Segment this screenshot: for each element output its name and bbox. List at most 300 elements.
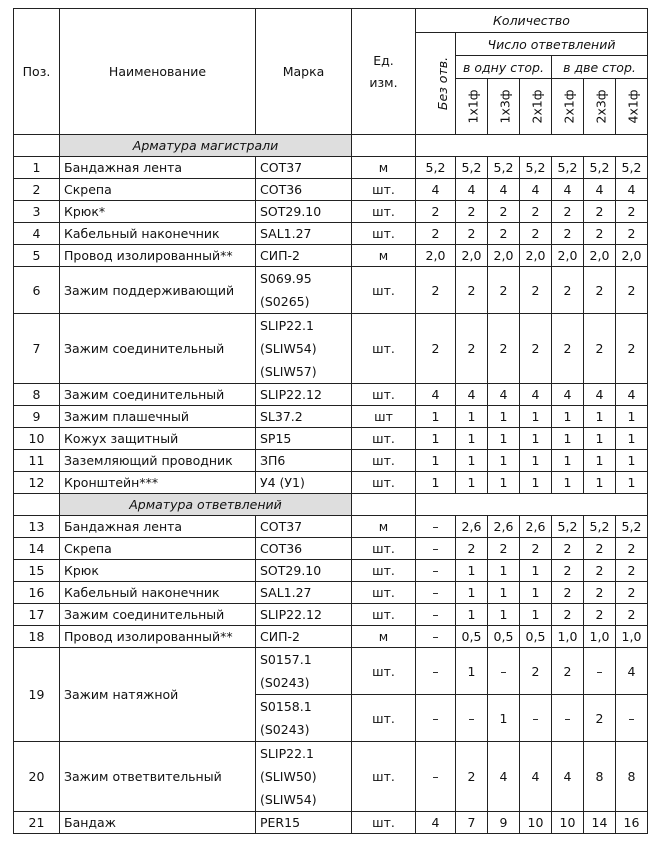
qty-cell: 0,5 <box>520 626 552 648</box>
row-name: Скрепа <box>60 538 256 560</box>
qty-cell: 10 <box>520 812 552 834</box>
table-row <box>14 245 648 267</box>
qty-cell: 1 <box>584 472 616 494</box>
row-unit: м <box>352 157 416 179</box>
qty-cell: 1 <box>488 406 520 428</box>
header-col-label: 4х1ф <box>625 89 641 124</box>
qty-cell: 2,6 <box>488 516 520 538</box>
qty-cell: 2 <box>416 267 456 314</box>
qty-cell: 10 <box>552 812 584 834</box>
row-pos: 11 <box>14 450 60 472</box>
table-row <box>14 648 648 695</box>
mark-line: SAL1.27 <box>260 226 312 241</box>
qty-cell: 4 <box>520 742 552 812</box>
qty-cell: 4 <box>416 812 456 834</box>
table-row <box>14 538 648 560</box>
qty-cell: 1 <box>552 428 584 450</box>
section-pos-cell <box>14 135 60 157</box>
row-unit: шт. <box>352 223 416 245</box>
qty-cell: 1 <box>616 428 648 450</box>
table-row <box>14 314 648 384</box>
row-name: Зажим плашечный <box>60 406 256 428</box>
qty-cell: 2 <box>584 695 616 742</box>
mark-line: (S0243) <box>260 675 310 690</box>
qty-cell: 1 <box>584 450 616 472</box>
table-row <box>14 223 648 245</box>
qty-cell: – <box>416 516 456 538</box>
row-pos: 17 <box>14 604 60 626</box>
specification-table <box>13 8 648 834</box>
qty-cell: 2 <box>456 742 488 812</box>
row-unit: шт. <box>352 450 416 472</box>
mark-line: (SLIW54) <box>260 792 317 807</box>
qty-cell: 2,0 <box>416 245 456 267</box>
row-pos: 1 <box>14 157 60 179</box>
mark-line: (SLIW57) <box>260 364 317 379</box>
section-row-main <box>14 135 648 157</box>
qty-cell: – <box>416 538 456 560</box>
table-row <box>14 812 648 834</box>
row-unit: шт. <box>352 582 416 604</box>
header-quantity: Количество <box>416 9 648 33</box>
row-pos: 15 <box>14 560 60 582</box>
row-mark <box>256 384 352 406</box>
qty-cell: 2 <box>488 538 520 560</box>
qty-cell: 2 <box>416 223 456 245</box>
mark-line: PER15 <box>260 815 301 830</box>
row-pos: 16 <box>14 582 60 604</box>
row-pos: 7 <box>14 314 60 384</box>
qty-cell: 2 <box>584 582 616 604</box>
qty-cell: 1 <box>488 450 520 472</box>
row-mark <box>256 582 352 604</box>
qty-cell: 0,5 <box>456 626 488 648</box>
qty-cell: 4 <box>616 179 648 201</box>
table-row <box>14 157 648 179</box>
header-col-label: 2х3ф <box>593 89 609 124</box>
mark-line: ЗП6 <box>260 453 286 468</box>
row-mark <box>256 812 352 834</box>
mark-line: У4 (У1) <box>260 475 305 490</box>
qty-cell: 2,0 <box>456 245 488 267</box>
header-unit-line1: Ед. <box>373 52 394 68</box>
row-unit: шт. <box>352 428 416 450</box>
qty-cell: 2 <box>584 560 616 582</box>
row-mark <box>256 428 352 450</box>
table-row <box>14 450 648 472</box>
row-pos: 3 <box>14 201 60 223</box>
mark-line: SLIP22.1 <box>260 746 314 761</box>
table-row <box>14 201 648 223</box>
row-unit: м <box>352 626 416 648</box>
header-one-side: в одну стор. <box>456 56 552 79</box>
qty-cell: 4 <box>488 384 520 406</box>
qty-cell: 2,0 <box>616 245 648 267</box>
mark-line: COT37 <box>260 519 303 534</box>
mark-line: SLIP22.1 <box>260 318 314 333</box>
qty-cell: 1 <box>488 582 520 604</box>
mark-line: SLIP22.12 <box>260 607 322 622</box>
qty-cell: 5,2 <box>584 157 616 179</box>
row-mark <box>256 538 352 560</box>
row-unit: шт <box>352 406 416 428</box>
qty-cell: 4 <box>584 384 616 406</box>
header-col-label: 2х1ф <box>561 89 577 124</box>
qty-cell: 4 <box>456 179 488 201</box>
qty-cell: 2 <box>584 267 616 314</box>
row-name: Бандажная лента <box>60 157 256 179</box>
table-row <box>14 384 648 406</box>
qty-cell: 1 <box>488 472 520 494</box>
row-mark <box>256 648 352 695</box>
row-name: Провод изолированный** <box>60 245 256 267</box>
qty-cell: 1 <box>416 428 456 450</box>
mark-line: SAL1.27 <box>260 585 312 600</box>
row-pos: 13 <box>14 516 60 538</box>
mark-line: S0157.1 <box>260 652 312 667</box>
mark-line: СИП-2 <box>260 629 300 644</box>
qty-cell: 1 <box>520 406 552 428</box>
row-name: Кабельный наконечник <box>60 582 256 604</box>
row-mark <box>256 472 352 494</box>
row-mark <box>256 626 352 648</box>
qty-cell: – <box>416 695 456 742</box>
qty-cell: 4 <box>416 179 456 201</box>
qty-cell: 4 <box>552 384 584 406</box>
qty-cell: 0,5 <box>488 626 520 648</box>
header-col-4 <box>552 79 584 135</box>
header-col-2 <box>488 79 520 135</box>
table-row <box>14 179 648 201</box>
qty-cell: 2 <box>488 267 520 314</box>
section-unit-cell <box>352 135 416 157</box>
qty-cell: 1 <box>456 406 488 428</box>
qty-cell: 14 <box>584 812 616 834</box>
qty-cell: 1,0 <box>552 626 584 648</box>
header-name: Наименование <box>60 9 256 135</box>
section-title-branch: Арматура ответвлений <box>60 494 352 516</box>
qty-cell: 2 <box>488 223 520 245</box>
row-mark <box>256 516 352 538</box>
qty-cell: 2 <box>552 223 584 245</box>
header-two-sides: в две стор. <box>552 56 648 79</box>
qty-cell: 2 <box>616 582 648 604</box>
qty-cell: 1 <box>488 695 520 742</box>
table-row <box>14 626 648 648</box>
qty-cell: 4 <box>616 384 648 406</box>
qty-cell: 5,2 <box>584 516 616 538</box>
header-col-3 <box>520 79 552 135</box>
qty-cell: – <box>584 648 616 695</box>
mark-line: SL37.2 <box>260 409 303 424</box>
qty-cell: 2 <box>552 314 584 384</box>
row-pos: 14 <box>14 538 60 560</box>
qty-cell: – <box>416 604 456 626</box>
row-pos: 19 <box>14 648 60 742</box>
table-row <box>14 267 648 314</box>
qty-cell: 4 <box>456 384 488 406</box>
qty-cell: 2 <box>584 223 616 245</box>
header-unit-line2: изм. <box>369 74 398 90</box>
qty-cell: 5,2 <box>552 516 584 538</box>
qty-cell: 8 <box>616 742 648 812</box>
row-pos: 12 <box>14 472 60 494</box>
row-pos: 2 <box>14 179 60 201</box>
row-unit: м <box>352 245 416 267</box>
qty-cell: 2,6 <box>520 516 552 538</box>
row-unit: шт. <box>352 538 416 560</box>
qty-cell: – <box>416 648 456 695</box>
row-mark <box>256 314 352 384</box>
qty-cell: 5,2 <box>520 157 552 179</box>
row-pos: 20 <box>14 742 60 812</box>
row-mark <box>256 157 352 179</box>
qty-cell: 4 <box>416 384 456 406</box>
qty-cell: 2 <box>616 560 648 582</box>
mark-line: COT37 <box>260 160 303 175</box>
qty-cell: 4 <box>488 742 520 812</box>
table-row <box>14 742 648 812</box>
row-mark <box>256 560 352 582</box>
row-mark <box>256 245 352 267</box>
qty-cell: 2 <box>552 538 584 560</box>
header-branch-count: Число ответвлений <box>456 33 648 56</box>
qty-cell: 4 <box>616 648 648 695</box>
section-row-branch <box>14 494 648 516</box>
qty-cell: 1 <box>488 428 520 450</box>
mark-line: (SLIW50) <box>260 769 317 784</box>
mark-line: S0158.1 <box>260 699 312 714</box>
row-mark <box>256 223 352 245</box>
mark-line: (S0265) <box>260 294 310 309</box>
qty-cell: 2 <box>616 201 648 223</box>
mark-line: S069.95 <box>260 271 312 286</box>
qty-cell: 1 <box>416 406 456 428</box>
row-mark <box>256 267 352 314</box>
qty-cell: 2 <box>584 201 616 223</box>
row-mark <box>256 201 352 223</box>
qty-cell: – <box>416 626 456 648</box>
qty-cell: – <box>520 695 552 742</box>
qty-cell: 1 <box>552 406 584 428</box>
qty-cell: 4 <box>520 179 552 201</box>
mark-line: SLIP22.12 <box>260 387 322 402</box>
qty-cell: 5,2 <box>616 516 648 538</box>
header-unit <box>352 9 416 135</box>
qty-cell: 1 <box>416 450 456 472</box>
qty-cell: 2,0 <box>584 245 616 267</box>
row-name: Зажим поддерживающий <box>60 267 256 314</box>
qty-cell: 2 <box>552 560 584 582</box>
qty-cell: 2 <box>488 314 520 384</box>
qty-cell: 2 <box>520 223 552 245</box>
row-name: Зажим соединительный <box>60 384 256 406</box>
qty-cell: – <box>616 695 648 742</box>
qty-cell: 1,0 <box>584 626 616 648</box>
qty-cell: 2 <box>552 648 584 695</box>
qty-cell: 1 <box>416 472 456 494</box>
row-name: Заземляющий проводник <box>60 450 256 472</box>
row-mark <box>256 179 352 201</box>
qty-cell: 1 <box>488 604 520 626</box>
row-pos: 8 <box>14 384 60 406</box>
section-quantity-cell <box>416 494 648 516</box>
row-name: Зажим ответвительный <box>60 742 256 812</box>
mark-line: SOT29.10 <box>260 204 322 219</box>
qty-cell: 2 <box>456 538 488 560</box>
mark-line: SP15 <box>260 431 292 446</box>
qty-cell: 2 <box>416 201 456 223</box>
row-unit: шт. <box>352 812 416 834</box>
row-name: Крюк* <box>60 201 256 223</box>
qty-cell: 1 <box>456 648 488 695</box>
qty-cell: 2 <box>520 267 552 314</box>
header-col-label: 1х1ф <box>465 89 481 124</box>
qty-cell: 8 <box>584 742 616 812</box>
qty-cell: 1 <box>552 472 584 494</box>
qty-cell: – <box>456 695 488 742</box>
mark-line: COT36 <box>260 541 303 556</box>
qty-cell: 2 <box>520 648 552 695</box>
row-name: Скрепа <box>60 179 256 201</box>
qty-cell: 2 <box>520 538 552 560</box>
qty-cell: 1 <box>616 450 648 472</box>
row-unit: шт. <box>352 648 416 695</box>
qty-cell: 1 <box>456 428 488 450</box>
table-row <box>14 428 648 450</box>
qty-cell: 2 <box>520 201 552 223</box>
specification-table-wrapper <box>13 8 648 834</box>
row-name: Крюк <box>60 560 256 582</box>
header-no-branch-label: Без отв. <box>435 56 451 111</box>
qty-cell: – <box>416 560 456 582</box>
table-row <box>14 582 648 604</box>
qty-cell: 2,0 <box>488 245 520 267</box>
qty-cell: 2 <box>456 314 488 384</box>
table-row <box>14 560 648 582</box>
row-name: Бандаж <box>60 812 256 834</box>
row-pos: 21 <box>14 812 60 834</box>
qty-cell: 1 <box>456 450 488 472</box>
row-pos: 10 <box>14 428 60 450</box>
qty-cell: 1 <box>456 582 488 604</box>
qty-cell: 1 <box>584 406 616 428</box>
row-name: Кронштейн*** <box>60 472 256 494</box>
qty-cell: 16 <box>616 812 648 834</box>
qty-cell: 1 <box>584 428 616 450</box>
qty-cell: 2 <box>456 223 488 245</box>
qty-cell: 2 <box>416 314 456 384</box>
row-name: Зажим соединительный <box>60 604 256 626</box>
qty-cell: 1 <box>616 406 648 428</box>
qty-cell: 2 <box>456 201 488 223</box>
qty-cell: 1 <box>456 560 488 582</box>
header-mark: Марка <box>256 9 352 135</box>
qty-cell: 2 <box>552 267 584 314</box>
row-mark <box>256 450 352 472</box>
qty-cell: 1 <box>552 450 584 472</box>
section-quantity-cell <box>416 135 648 157</box>
qty-cell: 7 <box>456 812 488 834</box>
header-col-5 <box>584 79 616 135</box>
qty-cell: 2 <box>488 201 520 223</box>
mark-line: COT36 <box>260 182 303 197</box>
qty-cell: 4 <box>584 179 616 201</box>
qty-cell: 2 <box>584 314 616 384</box>
qty-cell: 1 <box>488 560 520 582</box>
row-name: Зажим соединительный <box>60 314 256 384</box>
qty-cell: 4 <box>552 179 584 201</box>
qty-cell: 2 <box>520 314 552 384</box>
row-unit: шт. <box>352 604 416 626</box>
header-no-branch <box>416 33 456 135</box>
row-unit: шт. <box>352 179 416 201</box>
row-unit: шт. <box>352 267 416 314</box>
mark-line: СИП-2 <box>260 248 300 263</box>
qty-cell: – <box>488 648 520 695</box>
qty-cell: 2 <box>584 604 616 626</box>
qty-cell: 1 <box>520 428 552 450</box>
mark-line: (S0243) <box>260 722 310 737</box>
qty-cell: 2 <box>616 604 648 626</box>
header-pos: Поз. <box>14 9 60 135</box>
qty-cell: 2 <box>552 201 584 223</box>
header-col-6 <box>616 79 648 135</box>
qty-cell: 2,0 <box>520 245 552 267</box>
qty-cell: 1 <box>616 472 648 494</box>
qty-cell: 1,0 <box>616 626 648 648</box>
section-pos-cell <box>14 494 60 516</box>
qty-cell: 4 <box>488 179 520 201</box>
qty-cell: – <box>552 695 584 742</box>
qty-cell: 1 <box>520 472 552 494</box>
table-row <box>14 516 648 538</box>
row-unit: шт. <box>352 560 416 582</box>
header-col-label: 1х3ф <box>497 89 513 124</box>
qty-cell: 1 <box>520 582 552 604</box>
row-name: Кабельный наконечник <box>60 223 256 245</box>
qty-cell: 2,0 <box>552 245 584 267</box>
row-name: Бандажная лента <box>60 516 256 538</box>
header-row-1 <box>14 9 648 33</box>
row-pos: 4 <box>14 223 60 245</box>
qty-cell: – <box>416 582 456 604</box>
table-row <box>14 604 648 626</box>
section-unit-cell <box>352 494 416 516</box>
qty-cell: 2 <box>616 267 648 314</box>
row-mark <box>256 695 352 742</box>
row-name: Провод изолированный** <box>60 626 256 648</box>
qty-cell: 2 <box>456 267 488 314</box>
qty-cell: 2 <box>584 538 616 560</box>
qty-cell: 5,2 <box>488 157 520 179</box>
table-row <box>14 406 648 428</box>
row-name: Зажим натяжной <box>60 648 256 742</box>
qty-cell: – <box>416 742 456 812</box>
table-body <box>14 9 648 834</box>
qty-cell: 4 <box>520 384 552 406</box>
qty-cell: 1 <box>456 604 488 626</box>
table-row <box>14 472 648 494</box>
row-pos: 9 <box>14 406 60 428</box>
qty-cell: 5,2 <box>416 157 456 179</box>
qty-cell: 5,2 <box>552 157 584 179</box>
mark-line: (SLIW54) <box>260 341 317 356</box>
row-mark <box>256 406 352 428</box>
qty-cell: 2 <box>552 604 584 626</box>
row-mark <box>256 742 352 812</box>
qty-cell: 4 <box>552 742 584 812</box>
